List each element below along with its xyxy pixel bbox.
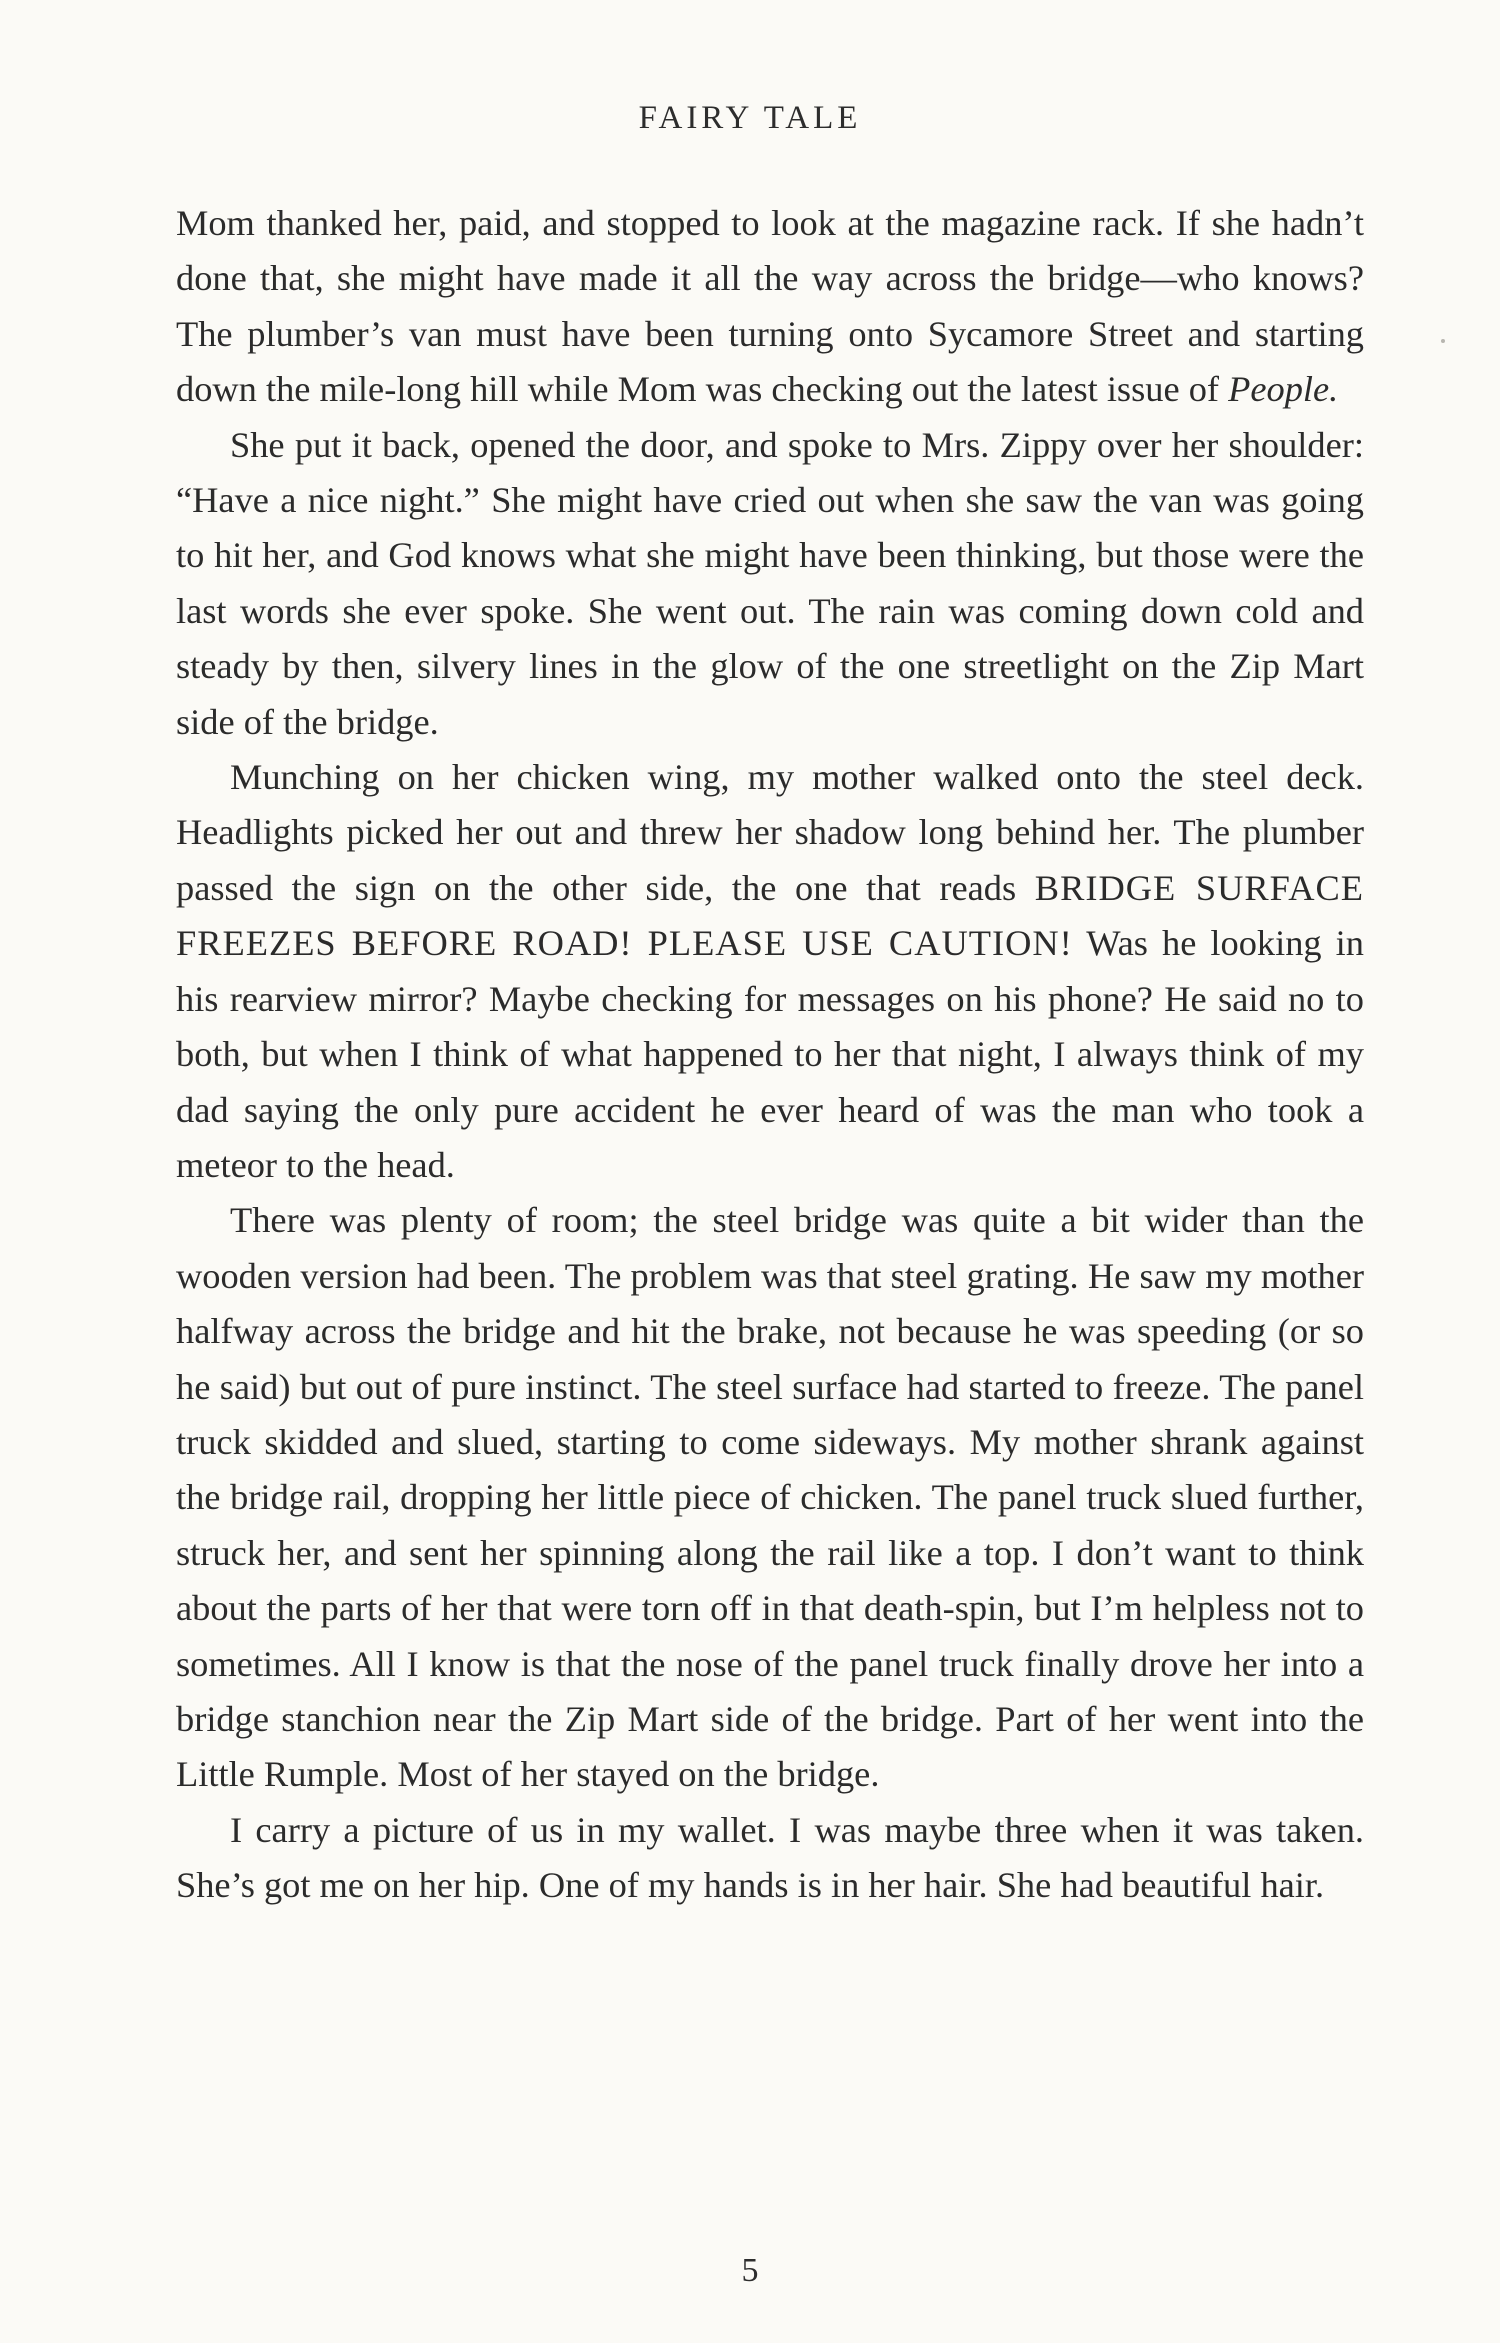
paragraph-1 bbox=[176, 196, 1364, 418]
paper-speck bbox=[1441, 339, 1445, 343]
bridge-sign-text: BRIDGE SURFACE FREEZES BEFORE ROAD! PLEASE USE CAUTION! bbox=[176, 867, 1364, 964]
running-head-title: FAIRY TALE bbox=[638, 100, 862, 136]
page-number: 5 bbox=[741, 2252, 759, 2289]
paragraph-2: She put it back, opened the door, and spoke to Mrs. Zippy over her shoulder: “Have a nice night.” She might have cried out when she saw the van was going to hit her, and God knows what she might have been thinking, but those were the last words she ever spoke. She went out. The rain was coming down cold and steady by then, silvery lines in the glow of the one streetlight on the Zip Mart side of the bridge. bbox=[176, 424, 1364, 742]
body-text bbox=[176, 196, 1364, 1914]
paragraph-3 bbox=[176, 750, 1364, 1193]
paragraph-4: There was plenty of room; the steel bridge was quite a bit wider than the wooden version had been. The problem was that steel grating. He saw my mother halfway across the bridge and hit the brake, not because he was speeding (or so he said) but out of pure instinct. The steel surface had started to freeze. The panel truck skidded and slued, starting to come sideways. My mother shrank against the bridge rail, dropping her little piece of chicken. The panel truck slued further, struck her, and sent her spinning along the rail like a top. I don’t want to think about the parts of her that were torn off in that death-spin, but I’m helpless not to sometimes. All I know is that the nose of the panel truck finally drove her into a bridge stanchion near the Zip Mart side of the bridge. Part of her went into the Little Rumple. Most of her stayed on the bridge. bbox=[176, 1200, 1364, 1795]
magazine-title-italic: People. bbox=[1228, 369, 1339, 410]
paragraph-3-text: Munching on her chicken wing, my mother walked onto the steel deck. Headlights picked her out and threw her shadow long behind her. The plumber passed the sign on the other side, the one that reads bbox=[176, 757, 1364, 908]
paragraph-3-tail: Was he looking in his rearview mirror? Maybe checking for messages on his phone? He said no to both, but when I think of what happened to her that night, I always think of my dad saying the only pure accident he ever heard of was the man who took a meteor to the head. bbox=[176, 923, 1364, 1185]
paragraph-5: I carry a picture of us in my wallet. I was maybe three when it was taken. She’s got me on her hip. One of my hands is in her hair. She had beautiful hair. bbox=[176, 1809, 1364, 1906]
paragraph-1-text: Mom thanked her, paid, and stopped to look at the magazine rack. If she hadn’t done that, she might have made it all the way across the bridge—who knows? The plumber’s van must have been turning onto Sycamore Street and starting down the mile-long hill while Mom was checking out the latest issue of bbox=[176, 203, 1364, 410]
